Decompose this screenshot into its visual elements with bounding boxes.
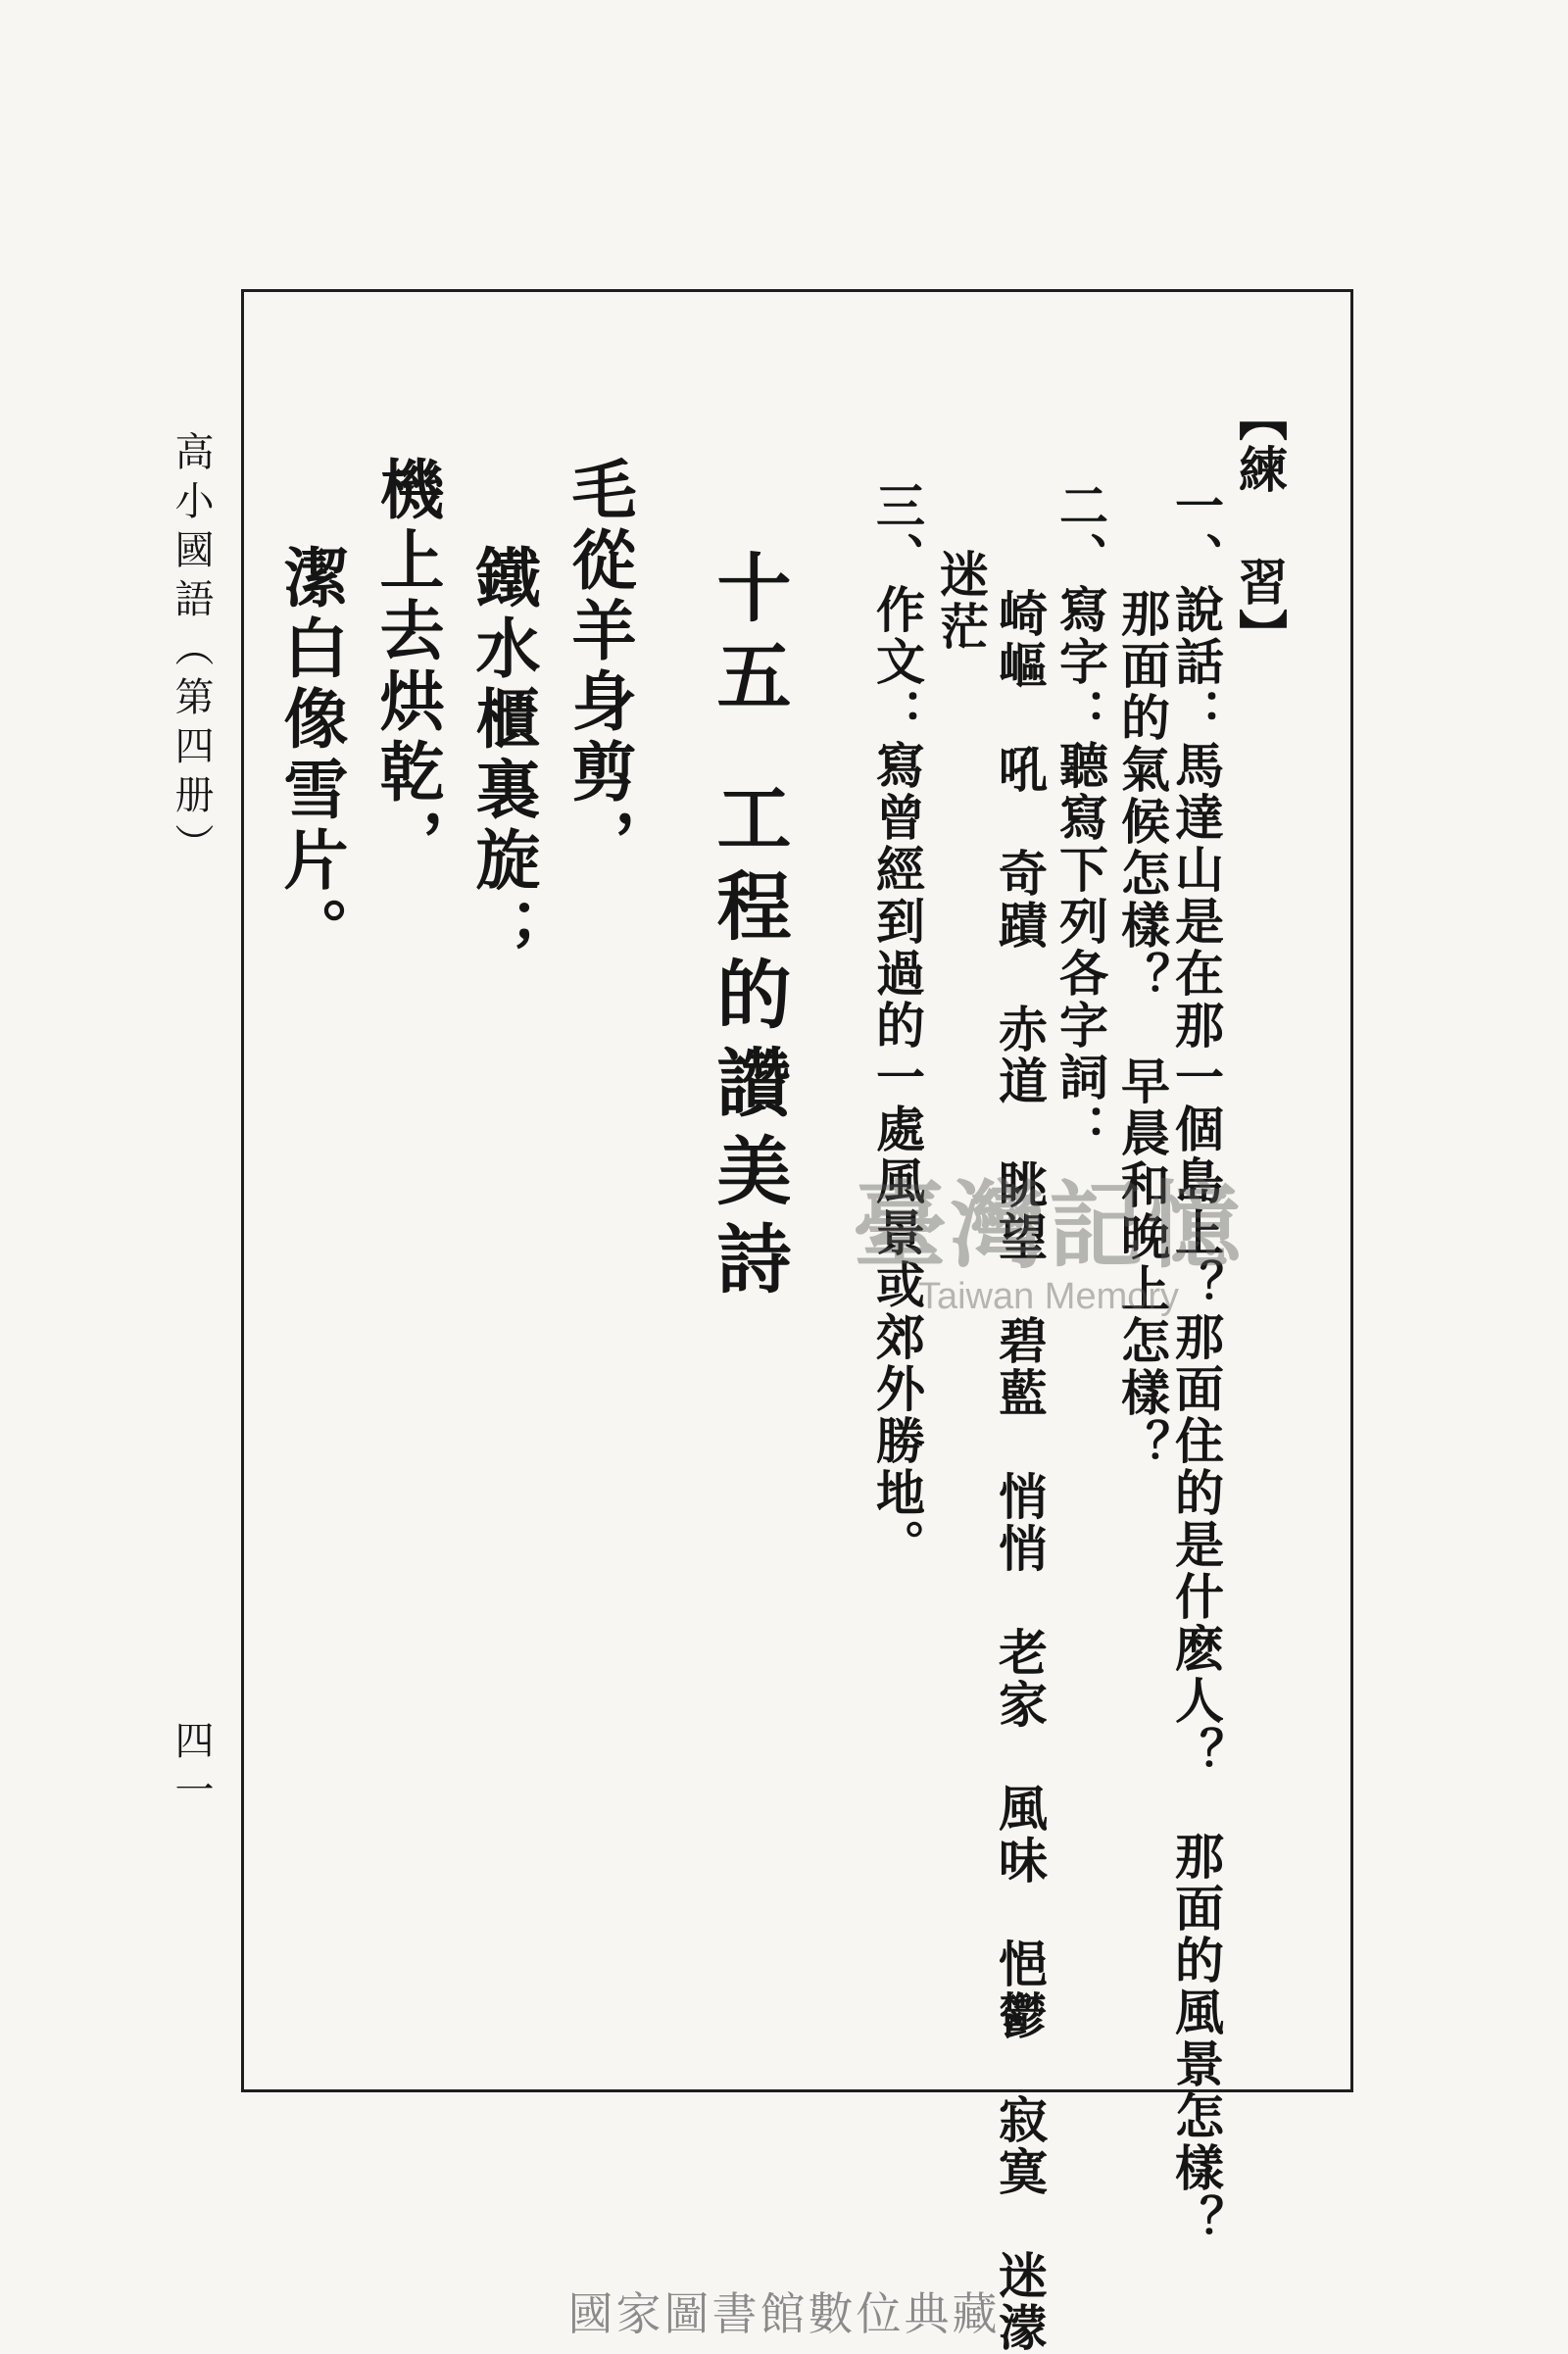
- exercise-item2-line1: [1052, 480, 1109, 1155]
- watermark-english: Taiwan Memory: [917, 1276, 1180, 1317]
- lesson-title: 工程的讚美詩: [705, 779, 792, 1308]
- exercise-item3-prompt: 寫曾經到過的一處風景或郊外勝地。: [868, 740, 926, 1571]
- exercise-item2-instruction: 聽寫下列各字詞：: [1052, 740, 1109, 1155]
- page-number: 四一: [169, 1720, 214, 1818]
- poem-line-4: 潔白像雪片。: [272, 544, 349, 967]
- watermark-chinese: 臺灣記憶: [853, 1170, 1245, 1281]
- exercise-item3-line: [868, 480, 926, 1571]
- exercise-item1-lead: 一、說話：: [1167, 480, 1225, 740]
- poem-line-3: 機上去烘乾，: [368, 456, 445, 879]
- exercise-item3-lead: 三、作文：: [868, 480, 926, 740]
- lesson-number: 十五: [705, 549, 792, 725]
- library-footer: 國家圖書館數位典藏: [567, 2287, 1001, 2340]
- exercise-item2-lead: 二、寫字：: [1052, 480, 1109, 740]
- exercise-item1-line1: [1167, 480, 1225, 2246]
- exercise-item1-line2: 那面的氣候怎樣？ 早晨和晚上怎樣？: [1113, 588, 1171, 1471]
- poem-line-1: 毛從羊身剪，: [561, 456, 637, 879]
- exercise-heading: 【練 習】: [1231, 392, 1289, 661]
- exercise-item1-text: 馬達山是在那一個島上？那面住的是什麽人？ 那面的風景怎樣？: [1167, 740, 1225, 2246]
- poem-line-2: 鐵水櫃裏旋；: [465, 544, 541, 967]
- exercise-item2-words-row1: 崎嶇 吼 奇蹟 赤道 眺望 碧藍 悄悄 老家 風味 悒鬱 寂寞 迷濛: [991, 588, 1049, 2354]
- exercise-item2-words-row2: 迷茫: [932, 549, 990, 653]
- book-title: 高小國語（第四册）: [169, 431, 214, 872]
- lesson-title-block: [705, 549, 792, 1308]
